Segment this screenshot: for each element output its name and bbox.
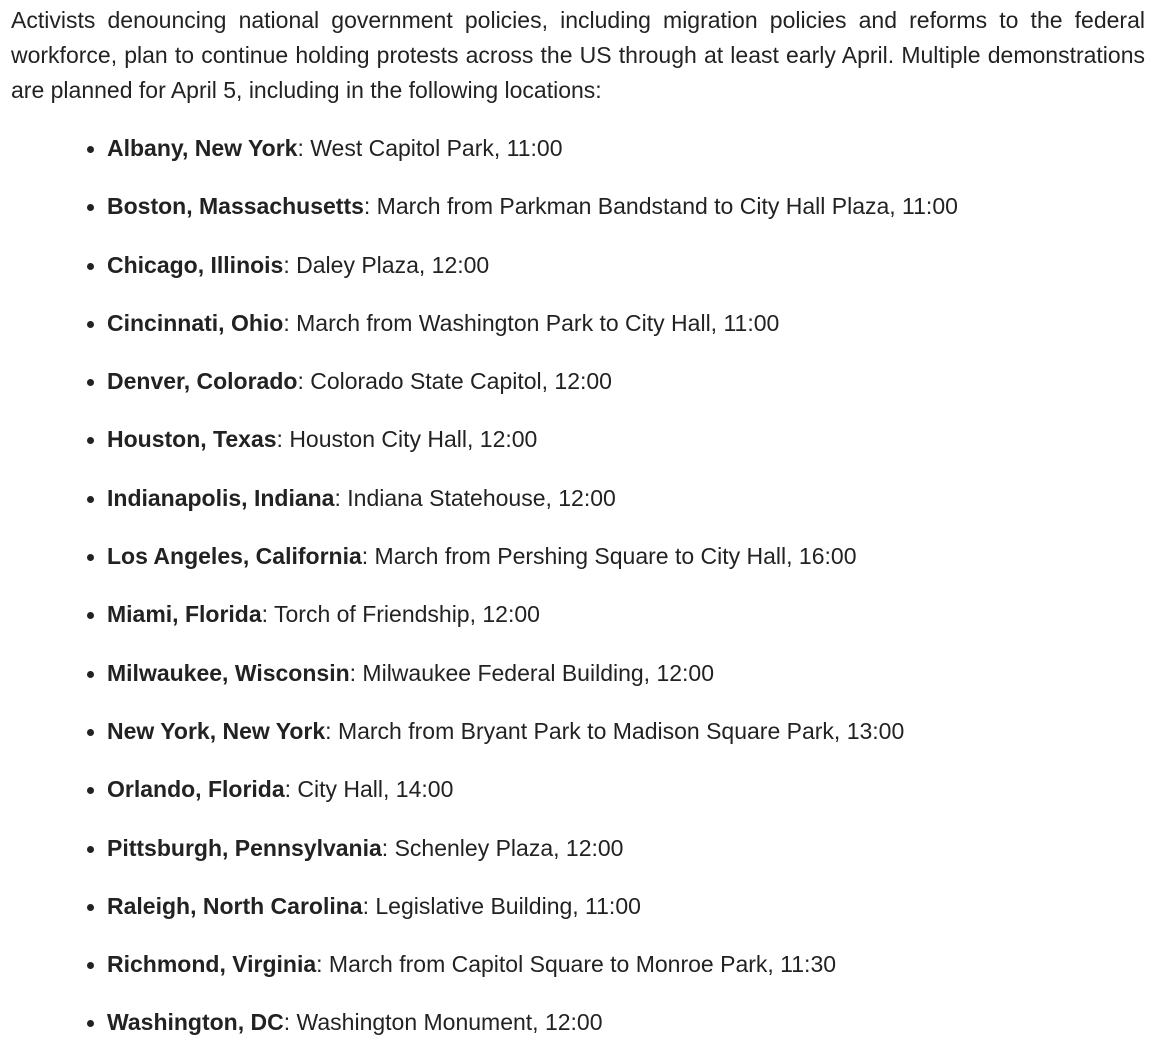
city-name: Cincinnati, Ohio — [107, 309, 284, 336]
location-detail: : Legislative Building, 11:00 — [362, 892, 641, 919]
list-item — [107, 831, 1145, 889]
list-item — [107, 248, 1145, 306]
list-item — [107, 481, 1145, 539]
location-detail: : March from Washington Park to City Hall, 11:00 — [283, 309, 780, 336]
list-item — [107, 422, 1145, 480]
list-item — [107, 189, 1145, 247]
city-name: Indianapolis, Indiana — [107, 484, 335, 511]
city-name: Denver, Colorado — [107, 368, 298, 395]
list-item — [107, 656, 1145, 714]
location-detail: : Schenley Plaza, 12:00 — [381, 834, 624, 861]
list-item — [107, 131, 1145, 189]
location-detail: : March from Parkman Bandstand to City Hall Plaza, 11:00 — [363, 193, 958, 220]
location-detail: : March from Bryant Park to Madison Square Park, 13:00 — [325, 717, 905, 744]
city-name: Richmond, Virginia — [107, 951, 317, 978]
location-detail: : Milwaukee Federal Building, 12:00 — [349, 659, 715, 686]
location-detail: : Daley Plaza, 12:00 — [283, 251, 490, 278]
locations-list — [11, 131, 1145, 1064]
location-detail: : City Hall, 14:00 — [284, 776, 454, 803]
city-name: Chicago, Illinois — [107, 251, 284, 278]
city-name: Los Angeles, California — [107, 543, 362, 570]
list-item — [107, 947, 1145, 1005]
location-detail: : Washington Monument, 12:00 — [283, 1009, 603, 1036]
city-name: Boston, Massachusetts — [107, 193, 364, 220]
list-item — [107, 597, 1145, 655]
list-item — [107, 772, 1145, 830]
location-detail: : Colorado State Capitol, 12:00 — [297, 368, 612, 395]
city-name: New York, New York — [107, 717, 326, 744]
list-item — [107, 1005, 1145, 1063]
location-detail: : Houston City Hall, 12:00 — [276, 426, 538, 453]
city-name: Milwaukee, Wisconsin — [107, 659, 350, 686]
city-name: Albany, New York — [107, 135, 298, 161]
list-item — [107, 539, 1145, 597]
list-item — [107, 714, 1145, 772]
intro-paragraph: Activists denouncing national government policies, including migration policies and reforms to the federal workforce, plan to continue holding protests across the US through at least early April. Multiple demonstrations are planned for April 5, including in the following locations: — [11, 7, 1145, 103]
list-item — [107, 889, 1145, 947]
list-item — [107, 364, 1145, 422]
list-item — [107, 306, 1145, 364]
location-detail: : West Capitol Park, 11:00 — [297, 135, 563, 161]
location-detail: : Indiana Statehouse, 12:00 — [334, 484, 616, 511]
city-name: Washington, DC — [107, 1009, 284, 1036]
city-name: Raleigh, North Carolina — [107, 892, 363, 919]
city-name: Pittsburgh, Pennsylvania — [107, 834, 382, 861]
city-name: Houston, Texas — [107, 426, 277, 453]
location-detail: : Torch of Friendship, 12:00 — [261, 601, 540, 628]
city-name: Miami, Florida — [107, 601, 262, 628]
location-detail: : March from Pershing Square to City Hall, 16:00 — [361, 543, 857, 570]
city-name: Orlando, Florida — [107, 776, 285, 803]
location-detail: : March from Capitol Square to Monroe Park, 11:30 — [316, 951, 837, 978]
